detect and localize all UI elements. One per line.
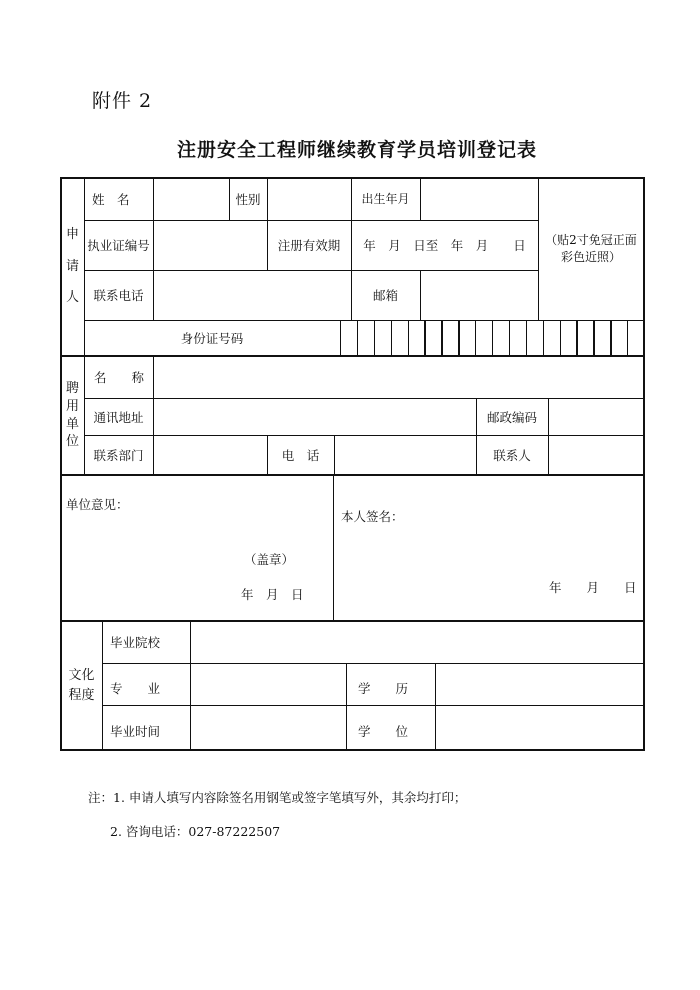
form-title: 注册安全工程师继续教育学员培训登记表: [176, 139, 537, 161]
photo-hint-line2: 彩色近照）: [560, 249, 621, 264]
id-digit-cell[interactable]: [409, 321, 425, 356]
section-char: 人: [65, 290, 79, 306]
section-word: 程度: [68, 687, 95, 703]
email-field[interactable]: [421, 271, 538, 320]
applicant-section-label: [61, 177, 84, 356]
id-digit-cell[interactable]: [425, 321, 441, 356]
id-digit-cell[interactable]: [628, 321, 644, 356]
postcode-field[interactable]: [549, 399, 644, 435]
unit-opinion-label: 单位意见：: [66, 497, 129, 512]
license-label: 执业证编号: [87, 238, 150, 253]
id-digit-cell[interactable]: [493, 321, 509, 356]
email-label: 邮箱: [372, 288, 398, 303]
degree-label: 学 位: [358, 724, 409, 739]
photo-placeholder[interactable]: [538, 177, 644, 320]
employer-phone-label: 电 话: [281, 448, 320, 463]
id-digit-cell[interactable]: [341, 321, 357, 356]
name-label: 姓 名: [92, 191, 130, 207]
contact-field[interactable]: [549, 436, 644, 475]
id-digit-cell[interactable]: [594, 321, 610, 356]
contact-label: 联系人: [493, 448, 531, 463]
license-field[interactable]: [154, 221, 267, 270]
degree-field[interactable]: [436, 706, 644, 749]
note-line-2: 2. 咨询电话：027-87222507: [110, 824, 281, 839]
photo-hint-line1: （贴2寸免冠正面: [545, 233, 637, 248]
grad-time-label: 毕业时间: [110, 724, 161, 739]
address-label: 通讯地址: [93, 409, 144, 425]
grad-time-field[interactable]: [191, 706, 346, 749]
dept-field[interactable]: [154, 436, 267, 475]
seal-label: （盖章）: [244, 552, 295, 567]
employer-name-field[interactable]: [154, 357, 644, 398]
section-char: 聘: [65, 381, 79, 397]
validity-label: 注册有效期: [277, 238, 341, 253]
id-number-label: 身份证号码: [180, 331, 244, 346]
note-line-1: 注：1. 申请人填写内容除签名用钢笔或签字笔填写外，其余均打印；: [88, 790, 467, 805]
gender-field[interactable]: [268, 178, 351, 220]
section-char: 单: [65, 416, 79, 432]
validity-field[interactable]: 年 月 日至 年 月 日: [363, 238, 526, 253]
birth-field[interactable]: [421, 178, 538, 220]
phone-field[interactable]: [154, 271, 351, 320]
section-char: 申: [65, 227, 79, 243]
section-char: 请: [65, 258, 79, 274]
id-digit-cell[interactable]: [611, 321, 627, 356]
employer-section-label: [61, 356, 84, 475]
unit-date: 年 月 日: [241, 587, 304, 602]
attachment-label: 附件 2: [92, 90, 153, 112]
birth-label: 出生年月: [361, 192, 410, 206]
degree-level-label: 学 历: [358, 681, 409, 696]
signature-field[interactable]: [335, 476, 643, 620]
signature-label: 本人签名：: [341, 509, 404, 524]
phone-label: 联系电话: [93, 288, 144, 303]
dept-label: 联系部门: [93, 448, 144, 463]
id-digit-cell[interactable]: [527, 321, 543, 356]
id-digit-cell[interactable]: [544, 321, 560, 356]
education-section-label: [61, 621, 102, 750]
postcode-label: 邮政编码: [486, 409, 537, 425]
school-label: 毕业院校: [110, 635, 161, 650]
address-field[interactable]: [154, 399, 476, 435]
id-digit-cell[interactable]: [459, 321, 475, 356]
id-digit-cell[interactable]: [476, 321, 492, 356]
gender-label: 性别: [235, 191, 261, 207]
section-char: 用: [65, 398, 79, 414]
id-digit-cell[interactable]: [442, 321, 458, 356]
id-digit-cell[interactable]: [375, 321, 391, 356]
name-field[interactable]: [154, 178, 229, 220]
major-field[interactable]: [191, 664, 346, 705]
degree-level-field[interactable]: [436, 664, 644, 705]
id-digit-cell[interactable]: [510, 321, 526, 356]
id-digit-cell[interactable]: [392, 321, 408, 356]
school-field[interactable]: [191, 622, 644, 663]
id-digit-cell[interactable]: [561, 321, 577, 356]
employer-name-label: 名 称: [94, 370, 145, 385]
major-label: 专 业: [110, 681, 161, 696]
section-word: 文化: [68, 667, 95, 683]
id-digit-cell[interactable]: [577, 321, 593, 356]
id-digit-cell[interactable]: [358, 321, 374, 356]
employer-phone-field[interactable]: [335, 436, 476, 475]
sign-date: 年 月 日: [549, 580, 637, 595]
section-char: 位: [65, 434, 79, 450]
